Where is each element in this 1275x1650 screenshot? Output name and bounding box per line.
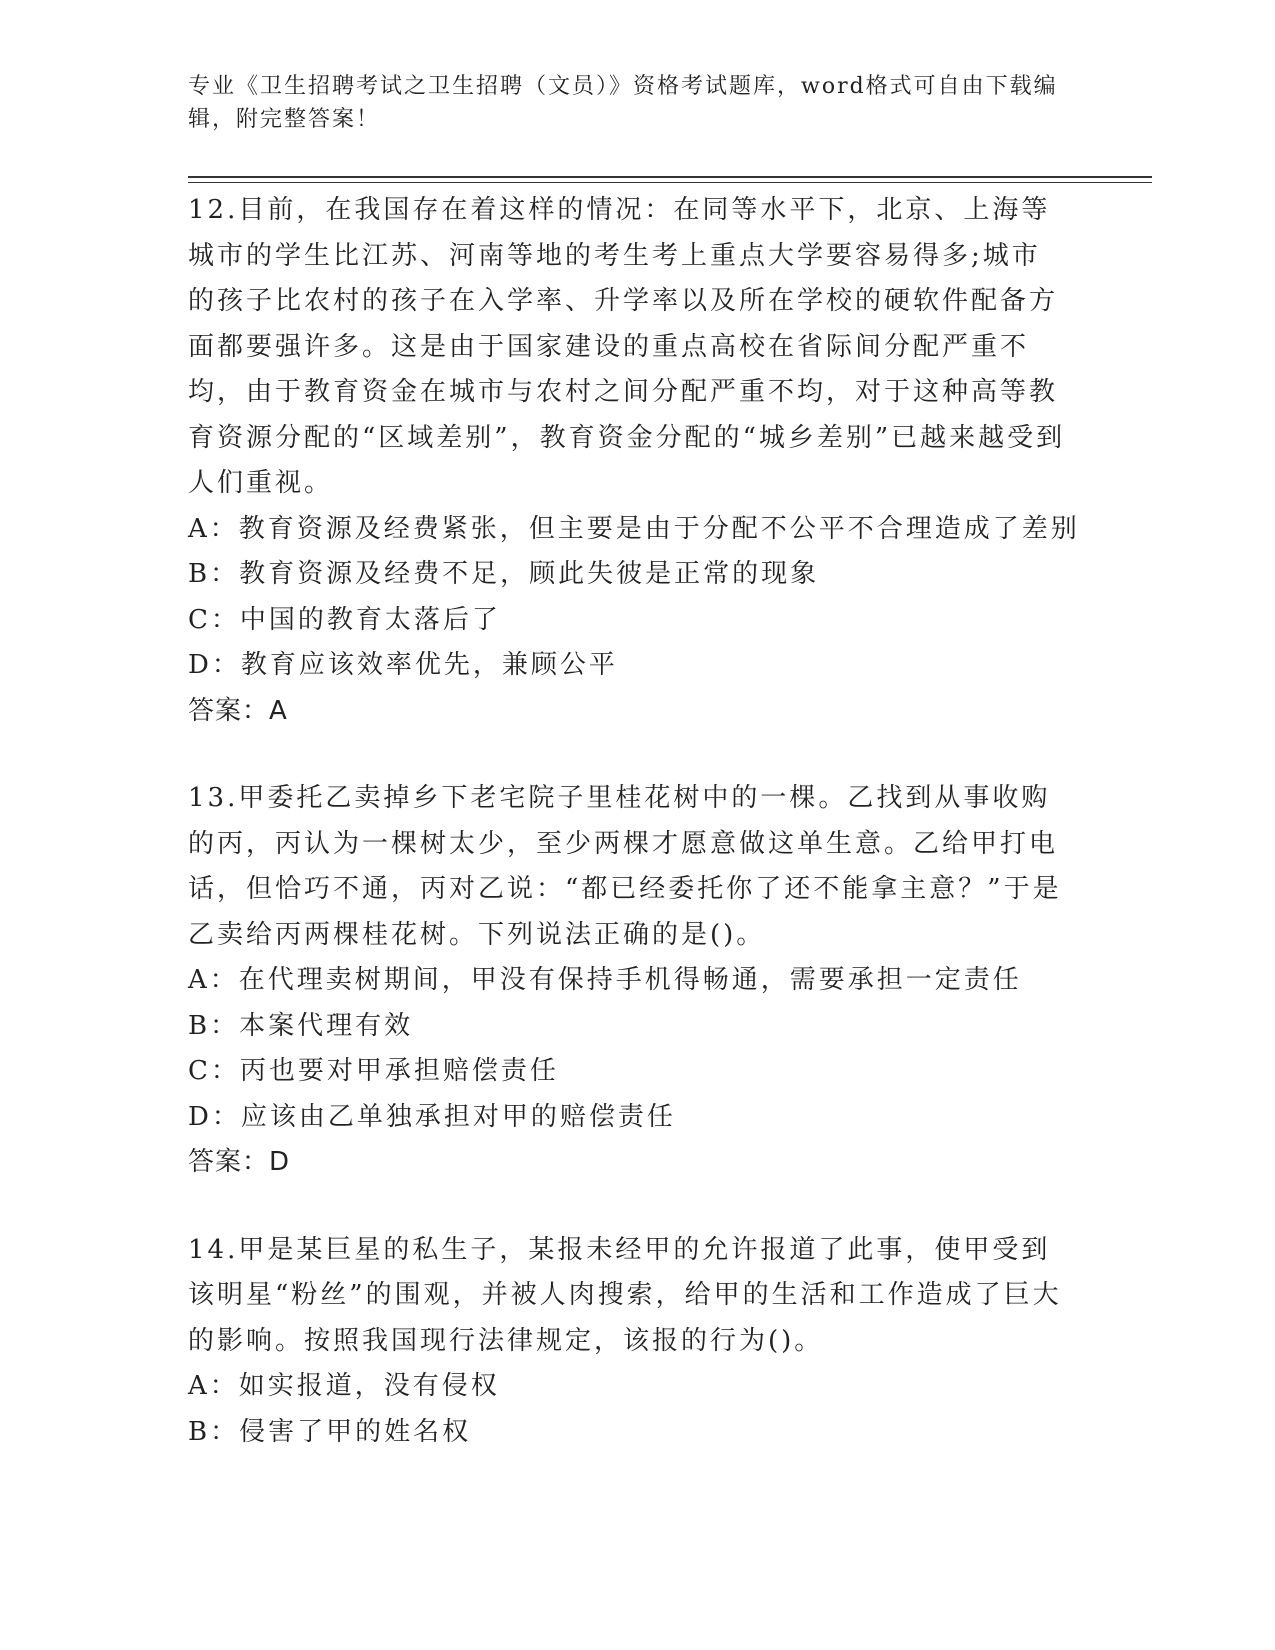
- option-b: B：教育资源及经费不足，顾此失彼是正常的现象: [188, 559, 820, 589]
- question-spacer: [188, 734, 1068, 776]
- question-text: 12.目前，在我国存在着这样的情况：在同等水平下，北京、上海等城市的学生比江苏、河南等地的考生考上重点大学要容易得多;城市的孩子比农村的孩子在入学率、升学率以及所在学校的硬软件配备方面都要强许多。这是由于国家建设的重点高校在省际间分配严重不均，由于教育资金在城市与农村之间分配严重不均，对于这种高等教育资源分配的“区域差别”，教育资金分配的“城乡差别”已越来越受到人们重视。: [188, 195, 1066, 498]
- option-d: D：应该由乙单独承担对甲的赔偿责任: [188, 1101, 676, 1132]
- header-divider-secondary: [188, 182, 1152, 183]
- question-list: [188, 188, 1080, 1455]
- question-text: 13.甲委托乙卖掉乡下老宅院子里桂花树中的一棵。乙找到从事收购的丙，丙认为一棵树太少，至少两棵才愿意做这单生意。乙给甲打电话，但恰巧不通，丙对乙说：“都已经委托你了还不能拿主意？”于是乙卖给丙两棵桂花树。下列说法正确的是()。: [188, 783, 1062, 950]
- answer-label: 答案：A: [188, 695, 288, 726]
- option-c: C：丙也要对甲承担赔偿责任: [188, 1056, 559, 1086]
- question-text: 14.甲是某巨星的私生子，某报未经甲的允许报道了此事，使甲受到该明星“粉丝”的围观，并被人肉搜索，给甲的生活和工作造成了巨大的影响。按照我国现行法律规定，该报的行为()。: [188, 1234, 1062, 1356]
- header-divider: [188, 176, 1152, 178]
- question-spacer: [188, 1186, 1068, 1228]
- question-12: [188, 188, 1080, 734]
- answer-label: 答案：D: [188, 1147, 291, 1177]
- document-header: 专业《卫生招聘考试之卫生招聘（文员）》资格考试题库，word格式可自由下载编辑，附完整答案！: [188, 74, 1058, 132]
- option-b: B：本案代理有效: [188, 1010, 414, 1041]
- option-d: D：教育应该效率优先，兼顾公平: [188, 650, 618, 680]
- option-a: A：如实报道，没有侵权: [188, 1371, 500, 1401]
- option-b: B：侵害了甲的姓名权: [188, 1416, 472, 1447]
- option-a: A：教育资源及经费紧张，但主要是由于分配不公平不合理造成了差别: [188, 513, 1080, 544]
- option-a: A：在代理卖树期间，甲没有保持手机得畅通，需要承担一定责任: [188, 965, 1022, 995]
- option-c: C：中国的教育太落后了: [188, 604, 501, 635]
- question-13: [188, 776, 1068, 1186]
- question-14: [188, 1228, 1068, 1456]
